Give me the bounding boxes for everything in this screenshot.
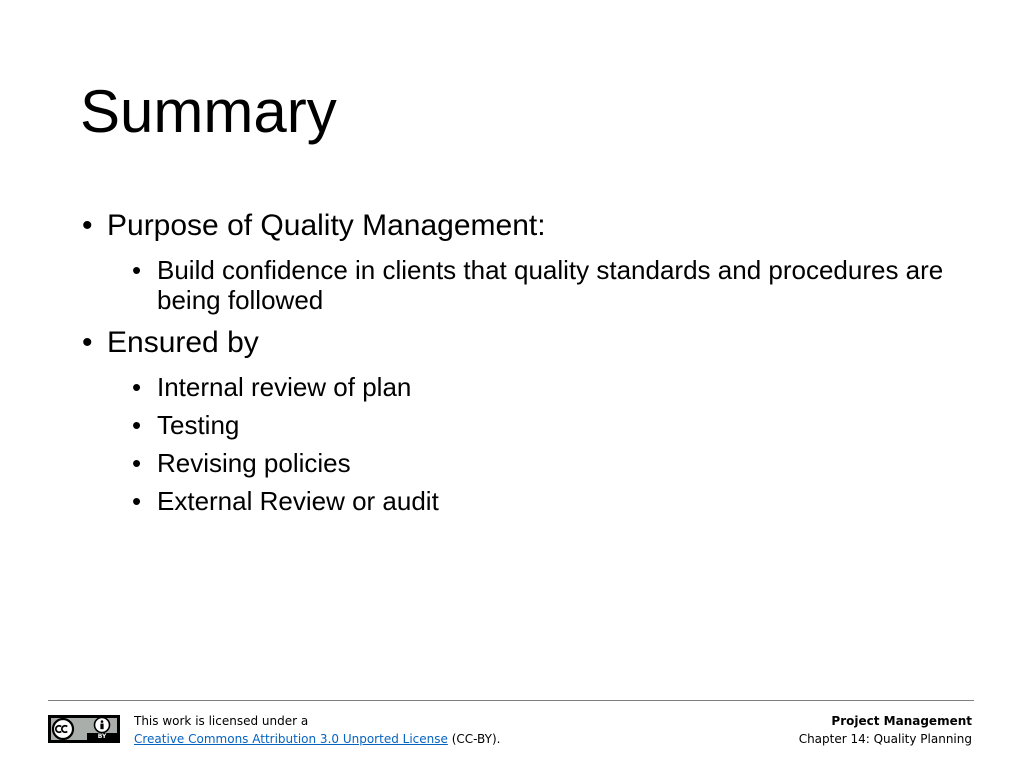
bullet-glyph: •	[132, 372, 142, 402]
bullet-glyph: •	[132, 486, 142, 516]
sub-bullet-list	[80, 255, 960, 315]
bullet-text: Ensured by	[107, 326, 259, 359]
sub-bullet-item	[80, 486, 960, 516]
course-title: Project Management	[831, 714, 972, 728]
sub-bullet-text: External Review or audit	[157, 486, 439, 516]
sub-bullet-text: Build confidence in clients that quality standards and procedures are being followed	[157, 255, 944, 315]
bullet-item	[80, 323, 960, 363]
course-info	[799, 712, 972, 748]
slide-content	[80, 206, 960, 524]
cc-by-license-icon[interactable]	[48, 715, 120, 743]
bullet-glyph: •	[132, 410, 142, 440]
license-suffix: (CC-BY).	[451, 732, 501, 746]
license-notice	[134, 712, 500, 748]
sub-bullet-text: Testing	[157, 410, 240, 440]
sub-bullet-item	[80, 255, 960, 315]
sub-bullet-item	[80, 410, 960, 440]
license-link[interactable]: Creative Commons Attribution 3.0 Unported License	[134, 732, 448, 746]
license-prefix: This work is licensed under a	[134, 714, 309, 728]
sub-bullet-list	[80, 372, 960, 516]
sub-bullet-text: Internal review of plan	[157, 372, 412, 402]
footer-divider	[48, 700, 974, 701]
chapter-title: Chapter 14: Quality Planning	[798, 732, 972, 746]
slide-title: Summary	[80, 78, 337, 145]
badge-by-label: BY	[87, 733, 117, 740]
sub-bullet-item	[80, 372, 960, 402]
bullet-item	[80, 206, 960, 246]
sub-bullet-text: Revising policies	[157, 448, 351, 478]
license-line	[134, 730, 500, 748]
bullet-text: Purpose of Quality Management:	[107, 209, 546, 242]
bullet-glyph: •	[82, 209, 93, 242]
bullet-glyph: •	[132, 255, 142, 285]
sub-bullet-item	[80, 448, 960, 478]
bullet-glyph: •	[132, 448, 142, 478]
bullet-glyph: •	[82, 326, 93, 359]
